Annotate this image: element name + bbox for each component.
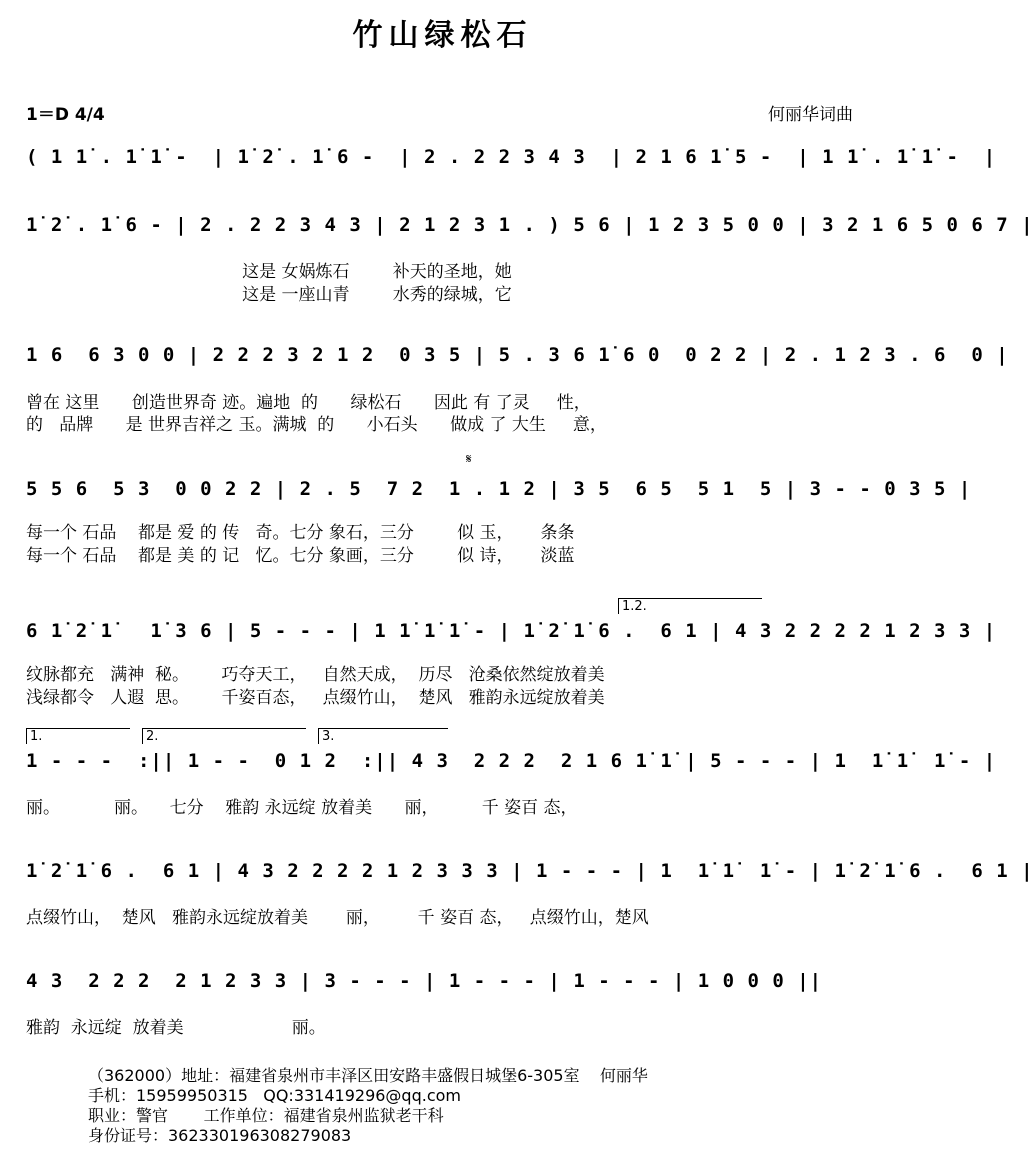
page-title: 竹山绿松石 [352, 18, 533, 53]
staff-line-7: 1̇ 2̇ 1̇ 6 . 6 1 | 4 3 2 2 2 2 1 2 3 3 3 | 1 - - - | 1 1̇ 1̇ 1̇ - | 1̇ 2̇ 1̇ 6 . 6 1 | [26, 860, 1034, 882]
volta-3: 3. [318, 728, 448, 744]
volta-2: 2. [142, 728, 306, 744]
lyric-line-4a: 每一个 石品 都是 爱 的 传 奇。七分 象石，三分 似 玉， 条条 [26, 523, 575, 543]
staff-line-6: 1 - - - :|| 1 - - 0 1 2 :|| 4 3 2 2 2 2 1 6 1̇ 1̇ | 5 - - - | 1 1̇ 1̇ 1̇ - | [26, 750, 997, 772]
volta-1: 1. [26, 728, 130, 744]
segno-mark: 𝄋 [466, 452, 472, 467]
lyric-line-6a: 丽。 丽。 七分 雅韵 永远绽 放着美 丽， 千 姿百 态， [26, 798, 578, 818]
lyric-line-3a: 曾在 这里 创造世界奇 迹。遍地 的 绿松石 因此 有 了灵 性， [26, 393, 591, 413]
key-signature: 1＝D 4/4 [26, 105, 105, 125]
lyric-line-2b: 这是 一座山青 水秀的绿城，它 [26, 285, 512, 305]
footer-job: 职业：警官 工作单位：福建省泉州监狱老干科 [88, 1106, 444, 1125]
staff-line-8: 4 3 2 2 2 2 1 2 3 3 | 3 - - - | 1 - - - | 1 - - - | 1 0 0 0 || [26, 970, 823, 992]
lyric-line-5a: 纹脉都充 满神 秘。 巧夺天工， 自然天成， 历尽 沧桑依然绽放着美 [26, 665, 605, 685]
volta-1-2: 1.2. [618, 598, 762, 614]
staff-line-4: 5 5 6 5 3 0 0 2 2 | 2 . 5 7 2 1 . 1 2 | 3 5 6 5 5 1 5 | 3 - - 0 3 5 | [26, 478, 972, 500]
lyric-line-7a: 点缀竹山， 楚风 雅韵永远绽放着美 丽， 千 姿百 态， 点缀竹山，楚风 [26, 908, 649, 928]
footer-id: 身份证号：362330196308279083 [88, 1126, 352, 1145]
lyric-line-4b: 每一个 石品 都是 美 的 记 忆。七分 象画，三分 似 诗， 淡蓝 [26, 546, 575, 566]
lyric-line-5b: 浅绿都令 人遐 思。 千姿百态， 点缀竹山， 楚风 雅韵永远绽放着美 [26, 688, 605, 708]
footer-info [88, 1066, 648, 1146]
footer-phone: 手机：15959950315 QQ:331419296@qq.com [88, 1086, 462, 1105]
lyric-line-3b: 的 品牌 是 世界吉祥之 玉。满城 的 小石头 做成 了 大生 意， [26, 415, 607, 435]
composer-credit: 何丽华词曲 [768, 105, 853, 125]
lyric-line-2a: 这是 女娲炼石 补天的圣地，她 [26, 262, 512, 282]
lyric-line-8a: 雅韵 永远绽 放着美 丽。 [26, 1018, 326, 1038]
staff-line-1: ( 1 1̇ . 1̇ 1̇ - | 1̇ 2̇ . 1̇ 6 - | 2 . 2 2 3 4 3 | 2 1 6 1̇ 5 - | 1 1̇ . 1̇ 1̇ - | [26, 146, 997, 168]
footer-address: （362000）地址：福建省泉州市丰泽区田安路丰盛假日城堡6-305室 何丽华 [88, 1066, 648, 1085]
staff-line-5: 6 1̇ 2̇ 1̇ 1̇ 3 6 | 5 - - - | 1 1̇ 1̇ 1̇ - | 1̇ 2̇ 1̇ 6 . 6 1 | 4 3 2 2 2 2 1 2 3 3 | [26, 620, 997, 642]
staff-line-3: 1 6 6 3 0 0 | 2 2 2 3 2 1 2 0 3 5 | 5 . 3 6 1̇ 6 0 0 2 2 | 2 . 1 2 3 . 6 0 | [26, 344, 1009, 366]
staff-line-2: 1̇ 2̇ . 1̇ 6 - | 2 . 2 2 3 4 3 | 2 1 2 3 1 . ) 5 6 | 1 2 3 5 0 0 | 3 2 1 6 5 0 6 7 | [26, 214, 1034, 236]
